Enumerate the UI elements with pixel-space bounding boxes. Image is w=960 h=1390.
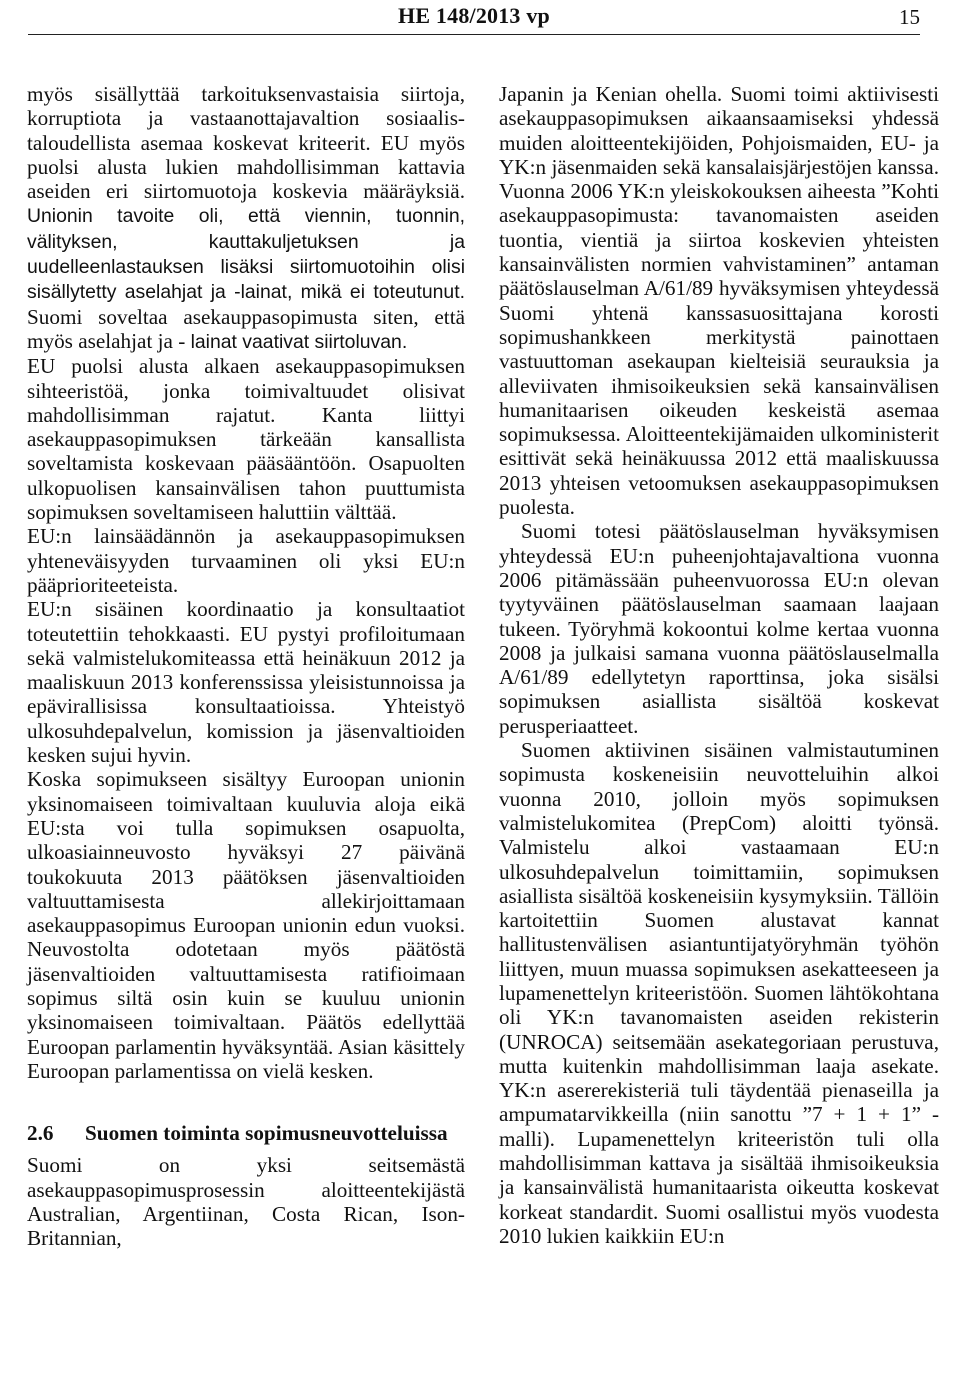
left-column xyxy=(27,82,465,1251)
paragraph: Suomen aktiivinen sisäinen valmistautuminen sopimusta koskeneisiin neuvotteluihin alkoi vuonna 2010, jolloin myös sopimuksen valmistelukomitea (PrepCom) aloitti työnsä. Valmistelu alkoi vastaamaan EU:n ulkosuhdepalvelun toimittamiin, sopimuksen asiallista sisältöä koskeneisiin kysymyksiin. Tällöin kartoitettiin Suomen alustavat kannat hallitustenvälisen asiantuntijatyöryhmän työhön liittyen, muun muassa sopimuksen asekatteeseen ja lupamenettelyn kriteeristöön. Suomen lähtökohtana oli YK:n tavanomaisten aseiden rekisterin (UNROCA) seitsemään asekategoriaan perustuva, mutta kuitenkin mahdollisimman laaja asekate. YK:n asererekisteriä tuli täydentää pienaseilla ja ampumatarvikkeilla (niin sanottu ”7 + 1 + 1” -malli). Lupamenettelyn kriteeristön tuli olla mahdollisimman kattava ja sisältää ihmisoikeuksia ja kansainvälistä humanitaarista oikeutta koskevat korkeat standardit. Suomi osallistui myös vuodesta 2010 lukien kaikkiin EU:n xyxy=(499,738,939,1248)
paragraph: Suomi totesi päätöslauselman hyväksymisen yhteydessä EU:n puheenjohtajavaltiona vuonna 2006 pitämässään puheenvuorossa EU:n olevan tyytyväinen päätöslauselman saamaan laajaan tukeen. Työryhmä kokoontui kolme kertaa vuonna 2008 ja julkaisi samana vuonna päätöslauselmalla A/61/89 edellytetyn raporttinsa, joka sisälsi sopimuksen asiallista sisältöä koskevat perusperiaatteet. xyxy=(499,519,939,738)
page-number: 15 xyxy=(899,5,920,29)
paragraph-text: myös sisällyttää tarkoituksenvastaisia siirtoja, korruptiota ja vastaanottajavaltion sosiaalis-taloudellista asemaa koskevat kriteerit. EU myös puolsi alusta lukien mahdollisimman kattavia aseiden eri siirtomuotoja koskevia määräyksiä. xyxy=(27,82,465,204)
paragraph: EU puolsi alusta alkaen asekauppasopimuksen sihteeristöä, jonka toimivaltuudet olisivat mahdollisimman rajatut. Kanta liittyi asekauppasopimuksen tärkeään kansallista soveltamista koskevaan pääsääntöön. Osapuolten ulkopuolisen kansainvälisen tahon puuttumista sopimuksen soveltamiseen haluttiin välttää. xyxy=(27,354,465,525)
page-header xyxy=(28,0,920,35)
section-number: 2.6 xyxy=(27,1121,54,1146)
paragraph-text: Suomi soveltaa asekauppasopimusta siten, että myös aselahjat ja - xyxy=(27,304,465,353)
right-column xyxy=(499,82,939,1248)
paragraph: EU:n lainsäädännön ja asekauppasopimuksen yhteneväisyyden turvaaminen oli yksi EU:n pääprioriteeteista. xyxy=(27,524,465,597)
section-heading xyxy=(27,1121,465,1145)
document-id: HE 148/2013 vp xyxy=(398,3,550,28)
section-title: Suomen toiminta sopimusneuvotteluissa xyxy=(85,1121,448,1146)
paragraph: EU:n sisäinen koordinaatio ja konsultaatiot toteutettiin tehokkaasti. EU pystyi profiloitumaan sekä valmistelukomiteassa että heinäkuun 2012 ja maaliskuun 2013 konferenssissa yleisistunnoissa ja epävirallisissa konsultaatioissa. Yhteistyö ulkosuhdepalvelun, komission ja jäsenvaltioiden kesken sujui hyvin. xyxy=(27,597,465,768)
paragraph-text-sans: Unionin tavoite oli, että viennin, tuonnin, välityksen, kauttakuljetuksen ja uudelleenlastauksen lisäksi siirtomuotoihin olisi sisällytetty aselahjat ja -lainat, mikä ei toteutunut. xyxy=(27,205,465,304)
paragraph-text-sans: lainat vaativat siirtoluvan. xyxy=(190,330,408,353)
paragraph: Koska sopimukseen sisältyy Euroopan unionin yksinomaiseen toimivaltaan kuuluvia aloja eikä EU:sta voi tulla sopimuksen osapuolta, ulkoasiainneuvosto hyväksyi 27 päivänä toukokuuta 2013 päätöksen jäsenvaltioiden valtuuttamisesta allekirjoittamaan asekauppasopimus Euroopan unionin edun vuoksi. Neuvostolta odotetaan myös päätöstä jäsenvaltioiden valtuuttamisesta ratifioimaan sopimus siltä osin kuin se kuuluu unionin yksinomaiseen toimivaltaan. Päätös edellyttää Euroopan parlamentin hyväksyntää. Asian käsittely Euroopan parlamentissa on vielä kesken. xyxy=(27,767,465,1083)
paragraph xyxy=(27,82,465,354)
paragraph: Japanin ja Kenian ohella. Suomi toimi aktiivisesti asekauppasopimuksen aikaansaamiseksi yhdessä muiden aloitteentekijöiden, Pohjoismaiden, EU- ja YK:n jäsenmaiden sekä kansalaisjärjestöjen kanssa. Vuonna 2006 YK:n yleiskokouksen aiheesta ”Kohti asekauppasopimusta: tavanomaisten aseiden tuontia, vientiä ja siirtoa koskevien yhteisten kansainvälisten normien vahvistaminen” antaman päätöslauselman A/61/89 hyväksymisen yhteydessä Suomi yhtenä kanssasuosittajana korosti sopimushankkeen merkitystä painottaen vastuuttoman asekaupan kielteisiä seurauksia ja alleviivaten ihmisoikeuksien sekä kansainvälisen humanitaarisen oikeuden keskeistä asemaa sopimuksessa. Aloitteentekijämaiden ulkoministerit esittivät sekä heinäkuussa 2012 että maaliskuussa 2013 yhteisen vetoomuksen asekauppasopimuksen puolesta. xyxy=(499,82,939,520)
paragraph: Suomi on yksi seitsemästä asekauppasopimusprosessin aloitteentekijästä Australian, Argentiinan, Costa Rican, Ison-Britannian, xyxy=(27,1153,465,1251)
